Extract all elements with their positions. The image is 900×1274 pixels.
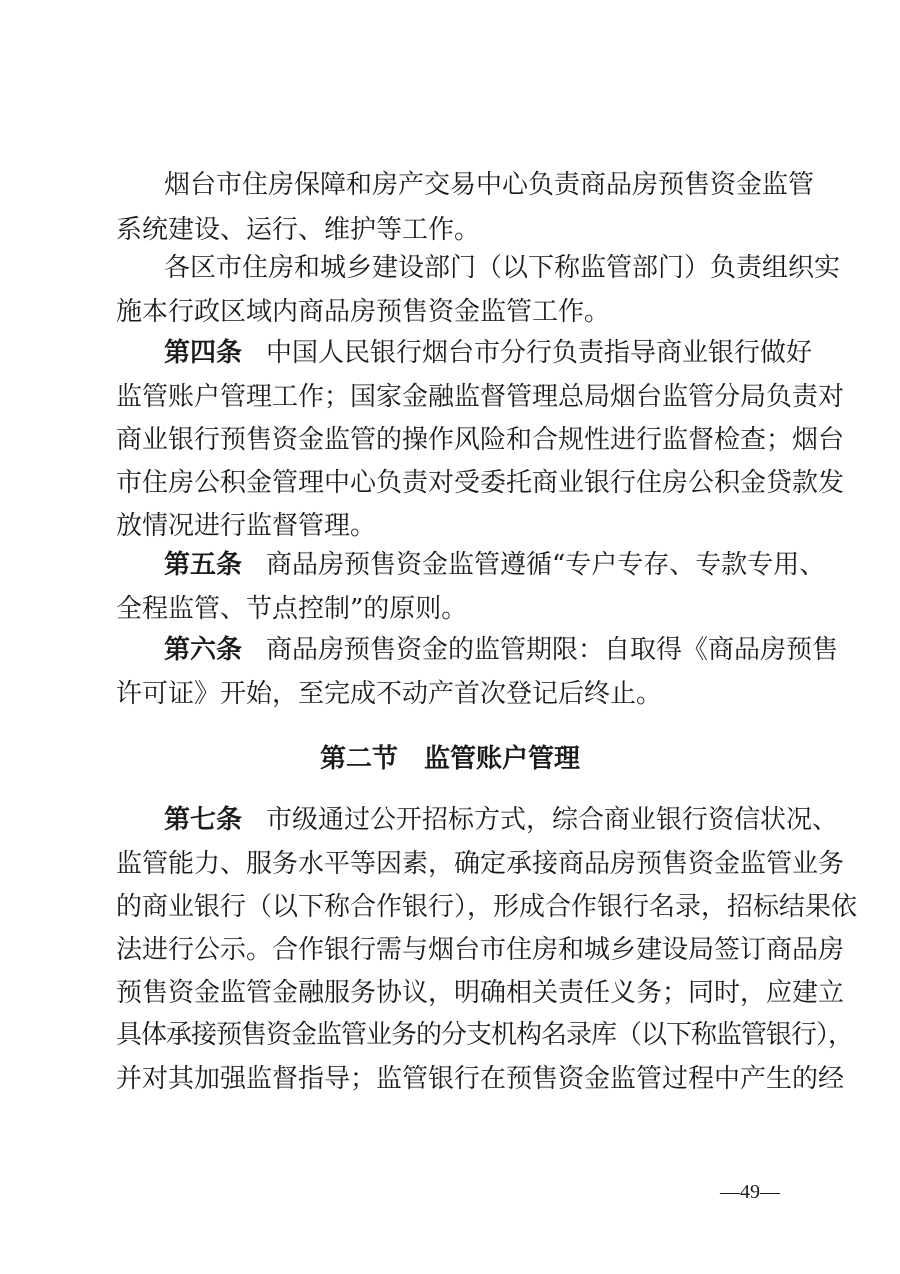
article-label: 第六条 <box>164 635 243 665</box>
section-heading: 第二节 监管账户管理 <box>319 744 580 774</box>
paragraph-line: 的商业银行（以下称合作银行），形成合作银行名录，招标结果依 <box>116 892 858 922</box>
paragraph-line: 各区市住房和城乡建设部门（以下称监管部门）负责组织实 <box>164 253 841 283</box>
paragraph-line: 具体承接预售资金监管业务的分支机构名录库（以下称监管银行）， <box>116 1020 854 1050</box>
paragraph-line: 烟台市住房保障和房产交易中心负责商品房预售资金监管 <box>164 170 815 200</box>
paragraph-line: 监管能力、服务水平等因素，确定承接商品房预售资金监管业务 <box>116 849 845 879</box>
article-6-first-line <box>164 633 839 667</box>
article-label: 第五条 <box>164 550 243 580</box>
article-4-first-line <box>164 336 813 370</box>
article-text: 市级通过公开招标方式，综合商业银行资信状况、 <box>266 805 839 835</box>
article-7-first-line <box>164 803 839 837</box>
article-label: 第四条 <box>164 338 243 368</box>
article-text: 商品房预售资金监管遵循“专户专存、专款专用、 <box>266 550 826 580</box>
page-number: —49— <box>720 1181 780 1203</box>
paragraph-line: 市住房公积金管理中心负责对受委托商业银行住房公积金贷款发 <box>116 468 845 498</box>
paragraph-line: 法进行公示。合作银行需与烟台市住房和城乡建设局签订商品房 <box>116 935 845 965</box>
paragraph-line: 全程监管、节点控制”的原则。 <box>116 594 468 624</box>
article-text: 商品房预售资金的监管期限：自取得《商品房预售 <box>266 635 839 665</box>
paragraph-line: 监管账户管理工作；国家金融监督管理总局烟台监管分局负责对 <box>116 382 845 412</box>
paragraph-line: 许可证》开始，至完成不动产首次登记后终止。 <box>116 679 663 709</box>
article-label: 第七条 <box>164 805 243 835</box>
paragraph-line: 系统建设、运行、维护等工作。 <box>116 215 481 245</box>
paragraph-line: 并对其加强监督指导；监管银行在预售资金监管过程中产生的经 <box>116 1064 845 1094</box>
article-5-first-line <box>164 548 826 582</box>
paragraph-line: 放情况进行监督管理。 <box>116 511 377 541</box>
paragraph-line: 商业银行预售资金监管的操作风险和合规性进行监督检查；烟台 <box>116 425 845 455</box>
article-text: 中国人民银行烟台市分行负责指导商业银行做好 <box>266 338 813 368</box>
paragraph-line: 预售资金监管金融服务协议，明确相关责任义务；同时，应建立 <box>116 978 845 1008</box>
paragraph-line: 施本行政区域内商品房预售资金监管工作。 <box>116 297 611 327</box>
